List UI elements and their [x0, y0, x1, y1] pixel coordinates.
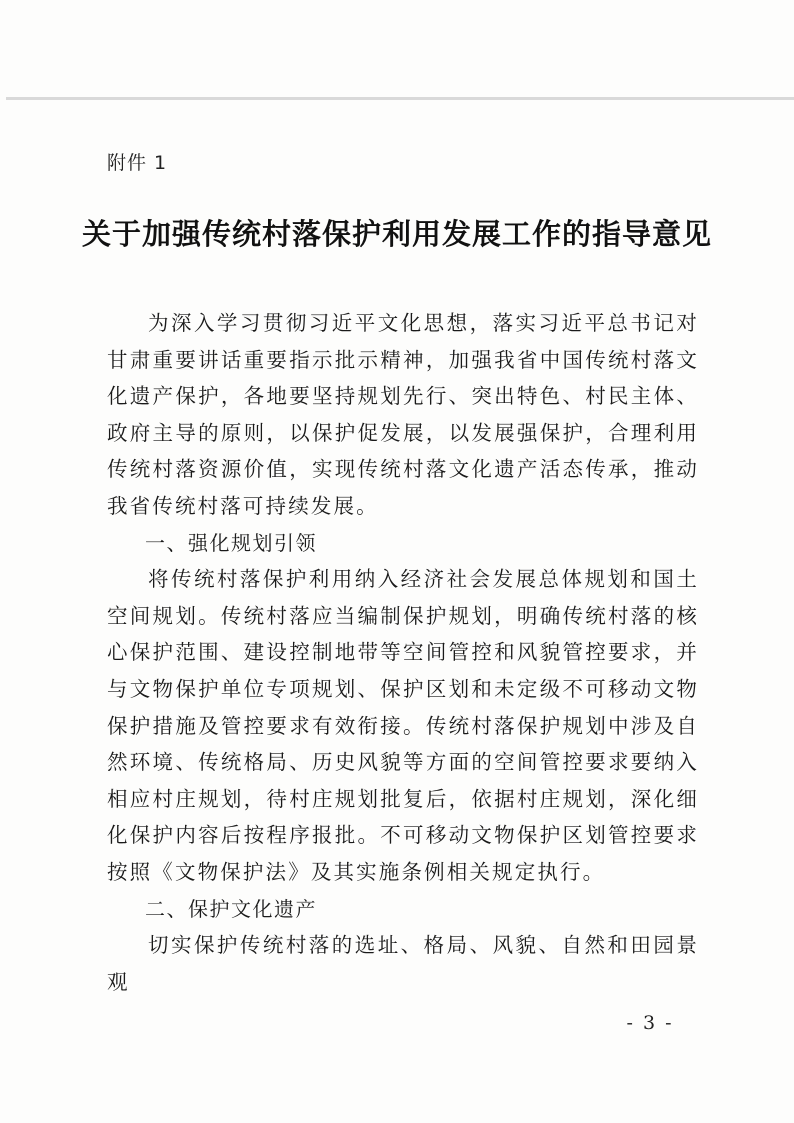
- attachment-label: 附件 1: [107, 152, 168, 174]
- section-paragraph-1: 将传统村落保护利用纳入经济社会发展总体规划和国土空间规划。传统村落应当编制保护规划，明确传统村落的核心保护范围、建设控制地带等空间管控和风貌管控要求，并与文物保护单位专项规划、保护区划和未定级不可移动文物保护措施及管控要求有效衔接。传统村落保护规划中涉及自然环境、传统格局、历史风貌等方面的空间管控要求要纳入相应村庄规划，待村庄规划批复后，依据村庄规划，深化细化保护内容后按程序报批。不可移动文物保护区划管控要求按照《文物保护法》及其实施条例相关规定执行。: [107, 567, 699, 884]
- page-number: - 3 -: [626, 1012, 674, 1034]
- intro-paragraph: 为深入学习贯彻习近平文化思想，落实习近平总书记对甘肃重要讲话重要指示批示精神，加强我省中国传统村落文化遗产保护，各地要坚持规划先行、突出特色、村民主体、政府主导的原则，以保护促发展，以发展强保护，合理利用传统村落资源价值，实现传统村落文化遗产活态传承，推动我省传统村落可持续发展。: [107, 311, 699, 518]
- document-body: [107, 305, 699, 1000]
- section-heading-2: 二、保护文化遗产: [145, 896, 317, 921]
- document-title: 关于加强传统村落保护利用发展工作的指导意见: [81, 217, 712, 251]
- section-heading-1: 一、强化规划引领: [145, 530, 317, 555]
- top-rule: [6, 97, 794, 100]
- section-paragraph-2: 切实保护传统村落的选址、格局、风貌、自然和田园景观: [107, 933, 699, 994]
